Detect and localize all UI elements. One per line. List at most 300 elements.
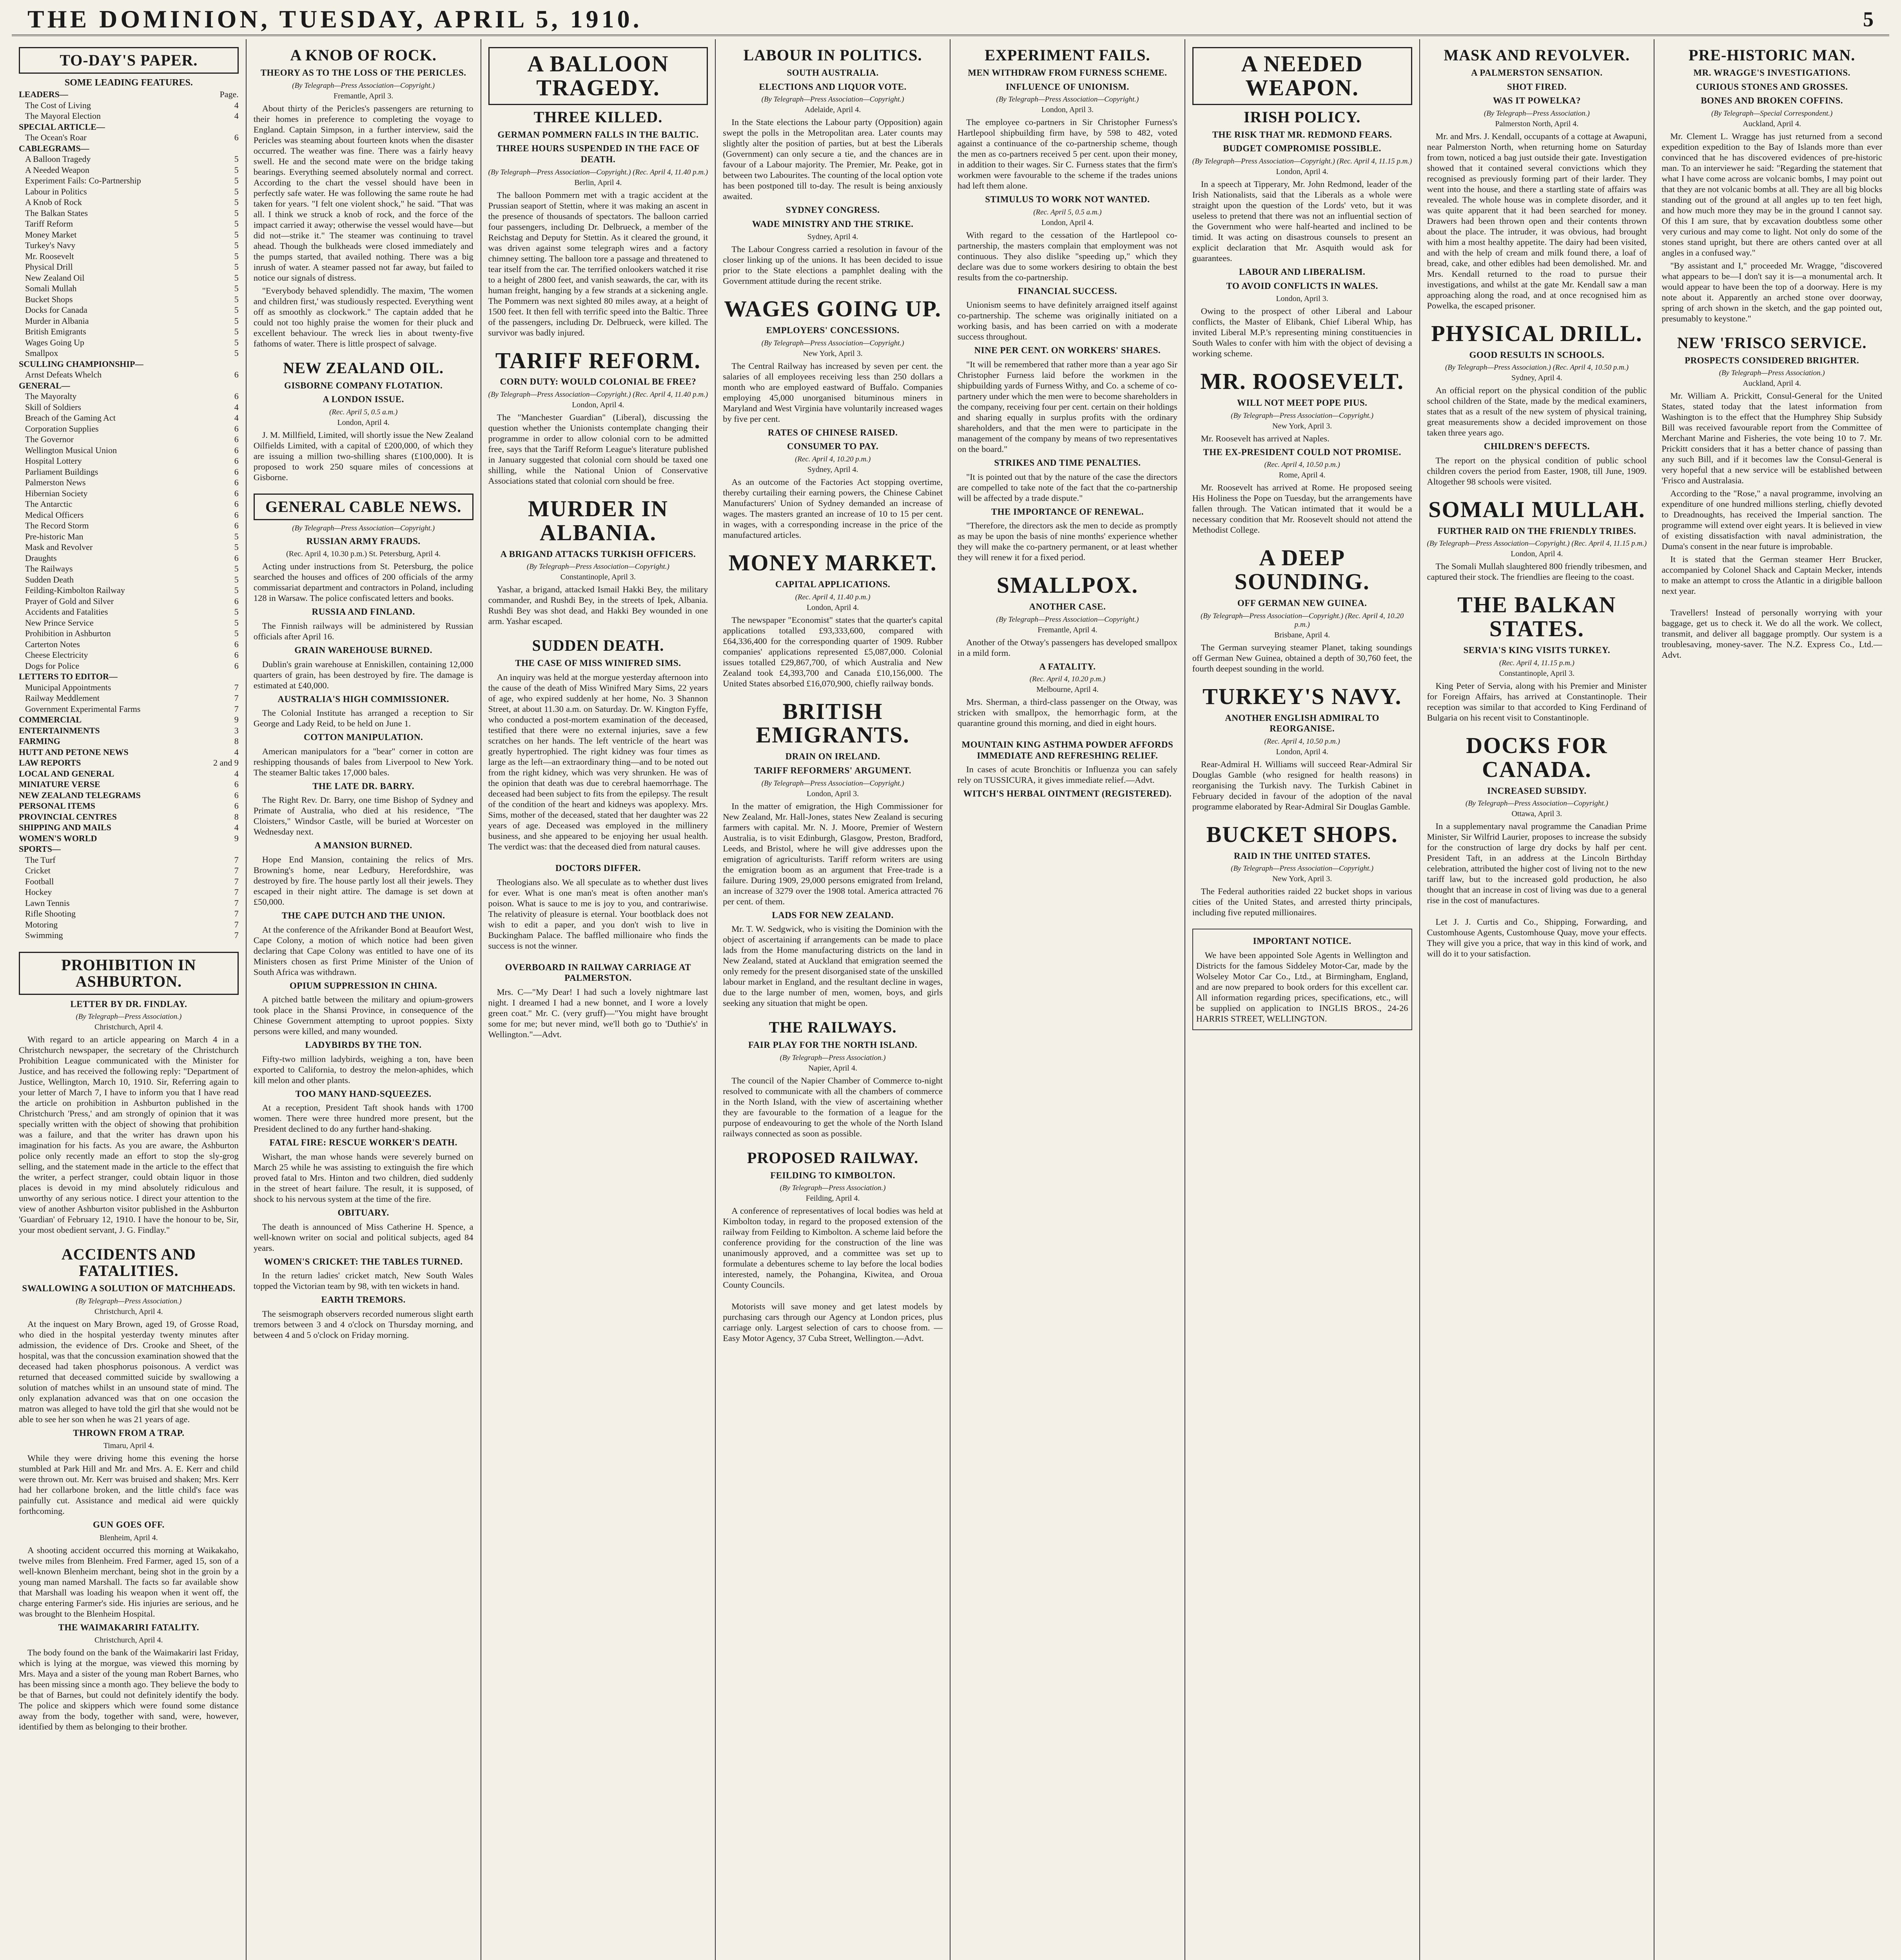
- index-row: [19, 768, 239, 779]
- index-row-page: 5: [234, 197, 239, 207]
- somali-article: [1427, 498, 1647, 582]
- index-row-label: Prayer of Gold and Silver: [25, 596, 114, 606]
- experiment-body5: "It is pointed out that by the nature of the case the directors are compelled to take note of the fact that the co-partnership will be affected by a trade dispute.": [958, 472, 1177, 503]
- index-row: [19, 520, 239, 531]
- index-row: [19, 143, 239, 154]
- somali-credit: (By Telegraph—Press Association—Copyright.) (Rec. April 4, 11.15 p.m.): [1427, 539, 1647, 548]
- index-row-page: 5: [234, 337, 239, 347]
- column-4: [716, 39, 950, 1960]
- index-row-page: 4: [234, 100, 239, 110]
- labour-sub4: WADE MINISTRY AND THE STRIKE.: [752, 219, 914, 229]
- index-row-page: 6: [234, 499, 239, 509]
- prohibition-credit: (By Telegraph—Press Association.): [76, 1013, 182, 1021]
- index-row-label: Cheese Electricity: [25, 650, 88, 660]
- mask-sub3: WAS IT POWELKA?: [1493, 96, 1581, 106]
- index-row: [19, 682, 239, 693]
- index-row-page: 7: [234, 866, 239, 875]
- accidents-article: [19, 1246, 239, 1732]
- index-row-label: Sudden Death: [25, 574, 74, 584]
- index-row-label: Corporation Supplies: [25, 423, 99, 434]
- knob-subhead: THEORY AS TO THE LOSS OF THE PERICLES.: [260, 68, 466, 78]
- emigrants-article: [723, 700, 943, 1009]
- experiment-sub2: INFLUENCE OF UNIONISM.: [1005, 82, 1129, 92]
- index-row-label: New Zealand Oil: [25, 272, 85, 283]
- sudden-article: [488, 637, 708, 852]
- balkan-body: King Peter of Servia, along with his Premier and Minister for Foreign Affairs, has arrived at Constantinople. Their reception was similar to that accorded to King Ferdinand of Bulgaria on his recent visit to Constantinople.: [1427, 681, 1647, 722]
- mask-body: Mr. and Mrs. J. Kendall, occupants of a cottage at Awapuni, near Palmerston North, when returning home on Saturday from town, noticed a bag just outside their gate. Investigation showed that it contained several convictions which they recognised as previously forming part of their larder. They went into the house, and there a startling state of affairs was revealed. The whole house was in complete disorder, and it was quite apparent that it had been searched for money. Drawers had been thrown open and their contents thrown about the place. The intruder, it was obvious, had brought with him a most healthy appetite. The dairy had been visited, and with the help of cream and milk found there, a loaf of bread, cake, and other edibles had been demolished. Mr. and Mrs. Kendall returned to the road to pursue their investigations, and whilst at the gate Mr. Kendall saw a man approaching along the road, and at once recognised him as Powelka, the escaped prisoner.: [1427, 131, 1647, 310]
- index-row: [19, 833, 239, 844]
- index-row-label: ENTERTAINMENTS: [19, 725, 100, 735]
- index-row-label: SPECIAL ARTICLE—: [19, 122, 105, 132]
- experiment-dateline: London, April 3.: [1041, 105, 1094, 114]
- column-6: [1185, 39, 1420, 1960]
- index-row-label: The Railways: [25, 564, 73, 573]
- drill-credit: (By Telegraph—Press Association.) (Rec. April 4, 10.50 p.m.): [1445, 363, 1629, 372]
- index-row-page: 5: [234, 240, 239, 250]
- index-row: [19, 671, 239, 682]
- cable-body11: At a reception, President Taft shook hands with 1700 women. There were three hundred more present, but the President declined to do any further hand-shaking.: [253, 1103, 473, 1134]
- cable-article: [254, 494, 473, 1340]
- index-row-page: 6: [234, 521, 239, 530]
- index-row-page: 7: [234, 693, 239, 703]
- mask-sub2: SHOT FIRED.: [1507, 82, 1567, 92]
- doctors-subhead: DOCTORS DIFFER.: [555, 863, 641, 873]
- index-row-label: Bucket Shops: [25, 294, 73, 304]
- wages-subhead: EMPLOYERS' CONCESSIONS.: [766, 325, 900, 336]
- overboard-body: Mrs. C—"My Dear! I had such a lovely nightmare last night. I dreamed I had a new bonnet, and I wore a lovely green coat." Mr. C. (very gruff)—"You might have brought some for me; but never mind, we'll both go to 'Duthie's' in Wellington."—Advt.: [488, 987, 708, 1039]
- roosevelt-subhead: WILL NOT MEET POPE PIUS.: [1237, 398, 1368, 408]
- index-row: [19, 542, 239, 553]
- index-row-label: British Emigrants: [25, 327, 86, 336]
- index-row-page: 5: [234, 283, 239, 293]
- mask-credit: (By Telegraph—Press Association.): [1484, 109, 1590, 118]
- balloon-subhead-a: THREE KILLED.: [533, 108, 663, 126]
- sounding-credit: (By Telegraph—Press Association—Copyright.) (Rec. April 4, 10.20 p.m.): [1200, 612, 1404, 629]
- index-row-label: Hibernian Society: [25, 488, 88, 498]
- index-row-page: 5: [234, 531, 239, 541]
- experiment-body3: Unionism seems to have definitely arraigned itself against co-partnership. The scheme was originally initiated on a working basis, and has been carried on with a moderate success throughout.: [958, 300, 1177, 342]
- frisco-body3: It is stated that the German steamer Herr Brucker, accompanied by Colonel Shack and Captain Mecker, intends to make an attempt to cross the Atlantic in a dirigible balloon next year.: [1662, 554, 1882, 596]
- prehistoric-sub2: CURIOUS STONES AND GROSSES.: [1696, 82, 1848, 92]
- bucket-body: The Federal authorities raided 22 bucket shops in various cities of the United States, and arrested thirty principals, including five reputed millionaires.: [1192, 886, 1412, 918]
- cable-sub11: TOO MANY HAND-SQUEEZES.: [295, 1089, 432, 1099]
- railways-body: The council of the Napier Chamber of Commerce to-night resolved to communicate with all the chambers of commerce in the North Island, with the view of ascertaining whether they are favourable to the formation of a league for the purpose of endeavouring to get the whole of the North Island railways connected as soon as possible.: [723, 1075, 943, 1138]
- balloon-subhead-b: GERMAN POMMERN FALLS IN THE BALTIC.: [497, 129, 699, 140]
- cable-body3: Dublin's grain warehouse at Enniskillen, containing 12,000 quarters of grain, has been destroyed by fire. The damage is estimated at £40,000.: [253, 659, 473, 690]
- roosevelt-headline: MR. ROOSEVELT.: [1200, 368, 1404, 394]
- prehistoric-subhead: MR. WRAGGE'S INVESTIGATIONS.: [1693, 68, 1850, 78]
- index-row-page: 9: [234, 833, 239, 843]
- wages-headline: WAGES GOING UP.: [724, 296, 942, 322]
- prehistoric-article: [1662, 47, 1882, 324]
- mask-dateline: Palmerston North, April 4.: [1495, 119, 1579, 128]
- tariff-subhead: CORN DUTY: WOULD COLONIAL BE FREE?: [500, 377, 697, 387]
- index-row-label: Mask and Revolver: [25, 542, 93, 552]
- experiment-headline: EXPERIMENT FAILS.: [985, 46, 1150, 64]
- balkan-credit: (Rec. April 4, 11.15 p.m.): [1499, 659, 1574, 667]
- smallpox-dateline2: Melbourne, April 4.: [1036, 685, 1099, 694]
- index-row: [19, 811, 239, 822]
- index-row-label: PROVINCIAL CENTRES: [19, 811, 117, 822]
- index-row: [19, 563, 239, 574]
- frisco-body: Mr. William A. Prickitt, Consul-General for the United States, stated today that the latest information from Washington is to the effect that the Humphrey Ship Subsidy Bill was received favourable report from the Committee of Merchant Marine and Fisheries, the vote being 10 to 7. Mr. Prickitt considers that it has a better chance of passing than any such Bill, and if it becomes law the Consul-General is very hopeful that a new service will be established between 'Frisco and Australasia.: [1662, 391, 1882, 486]
- index-row-label: Dogs for Police: [25, 661, 80, 671]
- index-row-label: Carterton Notes: [25, 639, 80, 649]
- railways-article: [723, 1019, 943, 1139]
- emigrants-subhead: DRAIN ON IRELAND.: [785, 751, 880, 762]
- mask-headline: MASK AND REVOLVER.: [1444, 46, 1630, 64]
- index-row-label: Draughts: [25, 553, 57, 563]
- bucket-headline: BUCKET SHOPS.: [1206, 821, 1398, 847]
- money-credit: (Rec. April 4, 11.40 p.m.): [795, 593, 871, 601]
- index-row: [19, 402, 239, 413]
- nzoil-credit: (Rec. April 5, 0.5 a.m.): [329, 408, 398, 416]
- index-row-label: Government Experimental Farms: [25, 704, 141, 714]
- index-row-label: New Prince Service: [25, 617, 94, 628]
- nzoil-body: J. M. Millfield, Limited, will shortly issue the New Zealand Oilfields Limited, with a capital of £200,000, of which they are issuing a million two-shilling shares (£100,000). It is proposed to work 250 square miles of concessions at Gisborne.: [253, 430, 473, 482]
- cable-sub3: GRAIN WAREHOUSE BURNED.: [294, 645, 432, 655]
- index-features-title: SOME LEADING FEATURES.: [64, 78, 193, 88]
- bucket-subhead: RAID IN THE UNITED STATES.: [1233, 851, 1371, 861]
- bucket-credit: (By Telegraph—Press Association—Copyright.): [1231, 864, 1374, 873]
- weapon-body: In a speech at Tipperary, Mr. John Redmond, leader of the Irish Nationalists, said that the Liberals as a whole were straight upon the question of the Lords' veto, but it was useless to pretend that there was not an influential section of the Government who were half-hearted and inclined to be timid. It was acting on disastrous counsels to present an explicit declaration that Mr. Asquith would ask for guarantees.: [1192, 179, 1412, 263]
- emigrants-headline: BRITISH EMIGRANTS.: [756, 698, 910, 748]
- index-row: [19, 197, 239, 208]
- index-row-label: Docks for Canada: [25, 305, 87, 315]
- experiment-body4: "It will be remembered that rather more than a year ago Sir Christopher Furness laid before the workmen in the shipbuilding yards of Furness Withy, and Co. a scheme of co-partnery under which the men were to become shareholders in the company, receiving four per cent. certain on their holdings and sharing equally in surplus profits with the ordinary shareholders, and that the men were to participate in the management of the company by means of two representatives on the board.": [958, 359, 1177, 454]
- index-row: [19, 887, 239, 898]
- index-row-label: Labour in Politics: [25, 186, 87, 196]
- index-row-page: 5: [234, 585, 239, 595]
- accidents-sub3: GUN GOES OFF.: [93, 1520, 165, 1530]
- index-row-label: PERSONAL ITEMS: [19, 801, 95, 811]
- notice-subhead: IMPORTANT NOTICE.: [1253, 936, 1351, 946]
- index-row-page: 6: [234, 466, 239, 477]
- index-row: [19, 251, 239, 262]
- index-row-label: Prohibition in Ashburton: [25, 628, 111, 638]
- index-row-page: 4: [234, 768, 239, 779]
- emigrants-dateline: London, April 3.: [806, 789, 859, 798]
- frisco-subhead: PROSPECTS CONSIDERED BRIGHTER.: [1685, 355, 1859, 365]
- tariff-headline: TARIFF REFORM.: [495, 347, 701, 373]
- cable-sub15: EARTH TREMORS.: [321, 1295, 406, 1305]
- frisco-headline: NEW 'FRISCO SERVICE.: [1677, 334, 1867, 352]
- railways-credit: (By Telegraph—Press Association.): [780, 1053, 886, 1062]
- labour-body2: The Labour Congress carried a resolution in favour of the closer linking up of the unions. It has been decided to issue prior to the State elections a pamphlet dealing with the Government attitude during the recent strike.: [723, 244, 943, 286]
- notice-body: We have been appointed Sole Agents in Wellington and Districts for the famous Siddeley Motor-Car, made by the Wolseley Motor Car Co., Ltd., at Birmingham, England, and are now prepared to book orders for this excellent car. All information regarding prices, specifications, etc., will be supplied on application to INGLIS BROS., 24-26 HARRIS STREET, WELLINGTON.: [1196, 950, 1408, 1024]
- sudden-subhead: THE CASE OF MISS WINIFRED SIMS.: [515, 658, 681, 668]
- index-row-label: The Cost of Living: [25, 100, 91, 110]
- wages-credit2: (Rec. April 4, 10.20 p.m.): [795, 455, 871, 464]
- index-row-page: 3: [234, 725, 239, 735]
- index-row-label: Wellington Musical Union: [25, 445, 117, 455]
- index-row-label: Rifle Shooting: [25, 909, 76, 918]
- wages-body2: As an outcome of the Factories Act stopping overtime, thereby curtailing their earning powers, the Chinese Cabinet Manufacturers' Union of Sydney demanded an increase of wages. The masters granted an increase of 10 to 15 per cent. in wages, with a corresponding increase in the price of the manufactured articles.: [723, 477, 943, 540]
- weapon-headline: A NEEDED WEAPON.: [1192, 47, 1412, 105]
- index-row: [19, 531, 239, 542]
- index-row-label: A Balloon Tragedy: [25, 154, 91, 164]
- index-row-page: 6: [234, 650, 239, 660]
- index-row-label: The Antarctic: [25, 499, 73, 509]
- smallpox-credit: (By Telegraph—Press Association—Copyright.): [996, 615, 1139, 624]
- balloon-dateline: Berlin, April 4.: [574, 178, 622, 187]
- index-row-page: 8: [234, 811, 239, 822]
- index-row: [19, 316, 239, 327]
- nzoil-subhead: GISBORNE COMPANY FLOTATION.: [284, 380, 443, 390]
- wages-credit: (By Telegraph—Press Association—Copyright.): [761, 339, 904, 347]
- column-2: [247, 39, 481, 1960]
- index-row-label: Turkey's Navy: [25, 240, 76, 250]
- index-row: [19, 122, 239, 132]
- index-row-page: 6: [234, 434, 239, 444]
- cable-body9: A pitched battle between the military and opium-growers took place in the Shansi Province, in consequence of the Chinese Government attempting to uproot poppies. Sixty persons were killed, and many wounded.: [253, 995, 473, 1036]
- balloon-credit: (By Telegraph—Press Association—Copyright.) (Rec. April 4, 11.40 p.m.): [488, 168, 708, 176]
- column-8: [1654, 39, 1889, 1960]
- balkan-subhead: SERVIA'S KING VISITS TURKEY.: [1463, 645, 1611, 655]
- smallpox-headline: SMALLPOX.: [996, 572, 1138, 598]
- navy-subhead: ANOTHER ENGLISH ADMIRAL TO REORGANISE.: [1225, 713, 1379, 734]
- index-row-page: 6: [234, 456, 239, 466]
- emigrants-sub2: TARIFF REFORMERS' ARGUMENT.: [754, 765, 912, 775]
- doctors-body: Theologians also. We all speculate as to whether dust lives for ever. What is one man's meat is often another man's poison. What is sauce to me is joy to you, and contrariwise. The relativity of pleasure is eternal. Your bootblack does not wish to edit a paper, and you don't wish to live in Buckingham Palace. The baffled millionaire who finds the success is not the winner.: [488, 877, 708, 951]
- docks-article: [1427, 734, 1647, 906]
- drill-sub2: CHILDREN'S DEFECTS.: [1484, 441, 1590, 452]
- index-row-label: LOCAL AND GENERAL: [19, 768, 114, 779]
- sudden-body: An inquiry was held at the morgue yesterday afternoon into the cause of the death of Miss Winifred Mary Sims, 22 years of age, who expired suddenly at her home, No. 3 Shannon Street, at about 11.30 a.m. on Saturday. Dr. W. Kington Fyffe, who conducted a post-mortem examination of the deceased, testified that there were no external injuries, save a few scratches on her hands. The left ventricle of the heart was greatly hypertrophied. The right kidney was four times as large as the left—an extraordinary thing—and to be noted out from the right kidney, which was very shrunken. He was of the opinion that death was due to cerebral haemorrhage. The deceased had been subject to fits from the epilepsy. The result of the condition of the heart and kidneys was apoplexy. Mrs. Sims, mother of the deceased, stated that her daughter was 22 years of age. Deceased was employed in the millinery business, and she appeared to be enjoying her usual health. The verdict was: that the deceased died from natural causes.: [488, 672, 708, 852]
- index-row-label: Hockey: [25, 887, 52, 897]
- column-7: [1420, 39, 1655, 1960]
- index-row-page: 5: [234, 165, 239, 175]
- experiment-sub4: FINANCIAL SUCCESS.: [1018, 286, 1117, 296]
- labour-body: In the State elections the Labour party (Opposition) again swept the polls in the Metropolitan area. Later counts may slightly alter the position of parties, but at best the Liberals (Government) can only secure a tie, and the chances are in favour of a Labour majority. The Premier, Mr. Peake, got in between two Labourites. The counting of the local option vote has been postponed till to-day. The result is being anxiously awaited.: [723, 117, 943, 201]
- mask-article: [1427, 47, 1647, 311]
- frisco-credit: (By Telegraph—Press Association.): [1719, 369, 1825, 377]
- sounding-subhead: OFF GERMAN NEW GUINEA.: [1237, 598, 1367, 608]
- labour-sub2: ELECTIONS AND LIQUOR VOTE.: [759, 82, 907, 92]
- index-row: [19, 305, 239, 316]
- index-row-page: 5: [234, 219, 239, 229]
- weapon-credit: (By Telegraph—Press Association—Copyright.) (Rec. April 4, 11.15 p.m.): [1192, 157, 1412, 165]
- index-row: [19, 456, 239, 466]
- index-row-label: Hospital Lottery: [25, 456, 82, 466]
- sounding-dateline: Brisbane, April 4.: [1274, 630, 1330, 639]
- important-notice-ad: [1192, 929, 1412, 1030]
- index-row-page: 5: [234, 229, 239, 240]
- index-row-page: 5: [234, 208, 239, 218]
- prohibition-subhead: LETTER BY DR. FINDLAY.: [70, 999, 187, 1009]
- index-row-label: SPORTS—: [19, 844, 61, 854]
- index-row-label: Arnst Defeats Whelch: [25, 370, 102, 379]
- frisco-body2: According to the "Rose," a naval programme, involving an expenditure of one hundred millions sterling, chiefly devoted to Dreadnoughts, has received the Imperial sanction. The programme will extend over eight years. It is believed in view of existing dissatisfaction with naval administration, the Duma's consent in the near future is improbable.: [1662, 488, 1882, 552]
- docks-credit: (By Telegraph—Press Association—Copyright.): [1465, 799, 1608, 808]
- navy-credit: (Rec. April 4, 10.50 p.m.): [1264, 737, 1340, 746]
- column-3: [481, 39, 716, 1960]
- experiment-credit2: (Rec. April 5, 0.5 a.m.): [1033, 208, 1102, 216]
- emigrants-body: In the matter of emigration, the High Commissioner for New Zealand, Mr. Hall-Jones, states New Zealand is securing farmers with capital. Mr. N. J. Moore, Premier of Western Australia, is to visit Edinburgh, Glasgow, Preston, Bradford, Leeds, and Bristol, where he will give addresses upon the emigration of agriculturists. Tariff reform writers are using the emigration boom as an argument that Free-trade is a failure. During 1909, 29,000 persons emigrated from Ireland, an increase of 3279 over the 1908 total. America attracted 76 per cent. of them.: [723, 801, 943, 906]
- column-5: [950, 39, 1185, 1960]
- accidents-headline: ACCIDENTS AND FATALITIES.: [61, 1245, 196, 1280]
- index-row-label: Accidents and Fatalities: [25, 607, 108, 617]
- proposed-article: [723, 1150, 943, 1290]
- labour-article: [723, 47, 943, 286]
- experiment-body2: With regard to the cessation of the Hartlepool co-partnership, the masters complain that employment was not continuous. They also dislike "speeding up," which they declare was due to some workers desiring to obtain the best results from the co-partnership.: [958, 230, 1177, 282]
- railways-subhead: FAIR PLAY FOR THE NORTH ISLAND.: [748, 1040, 918, 1050]
- index-row-label: Wages Going Up: [25, 337, 84, 347]
- index-row-page: 6: [234, 639, 239, 649]
- index-row: [19, 283, 239, 294]
- somali-dateline: London, April 4.: [1511, 550, 1563, 559]
- index-row: [19, 747, 239, 758]
- prehistoric-dateline: Auckland, April 4.: [1743, 119, 1801, 128]
- index-row-label: The Mayoral Election: [25, 111, 101, 121]
- frisco-article: [1662, 335, 1882, 597]
- index-row-label: LAW REPORTS: [19, 758, 81, 768]
- weapon-sub4: LABOUR AND LIBERALISM.: [1239, 267, 1366, 277]
- index-row-page: 6: [234, 370, 239, 379]
- index-row: [19, 218, 239, 229]
- cable-body12: Wishart, the man whose hands were severely burned on March 25 while he was assisting to extinguish the fire which proved fatal to Mrs. Hinton and two children, died suddenly in the street of heart failure. The result, it is supposed, of shock to his nervous system at the time of the fire.: [253, 1151, 473, 1204]
- index-row: [19, 704, 239, 715]
- index-row-page: 5: [234, 176, 239, 185]
- money-article: [723, 551, 943, 688]
- money-body: The newspaper "Economist" states that the quarter's capital applications totalled £93,333,600, compared with £64,336,400 for the corresponding quarter of 1909. Rubber companies' applications represented £5,087,000. Colonial issues totalled £29,867,700, of which Australia and New Zealand took £4,393,700 and Canada £10,156,000. The United States absorbed £16,070,900, chiefly railway bonds.: [723, 615, 943, 688]
- index-row-page: [236, 380, 239, 391]
- cable-body14: In the return ladies' cricket match, New South Wales topped the Victorian team by 98, with ten wickets in hand.: [253, 1270, 473, 1291]
- drill-headline: PHYSICAL DRILL.: [1431, 320, 1643, 346]
- accidents-body: At the inquest on Mary Brown, aged 19, of Grosse Road, who died in the hospital yesterday twenty minutes after admission, the evidence of Drs. Crooke and Sheet, of the hospital, was that the concussion examination showed that the deceased had taken phosphorus poisonous. A verdict was returned that deceased committed suicide by swallowing a solution of matches whilst in an unsound state of mind. The only explanation advanced was that on one occasion the matron was alleged to have told the girl that she would not be able to see her son when he was 21 years of age.: [19, 1319, 239, 1424]
- overboard-article: [488, 962, 708, 1040]
- cable-body2: The Finnish railways will be administered by Russian officials after April 16.: [253, 621, 473, 641]
- roosevelt-credit2: (Rec. April 4, 10.50 p.m.): [1264, 461, 1340, 469]
- index-row-page: 6: [234, 596, 239, 606]
- index-row-page: [236, 122, 239, 132]
- cable-body1: Acting under instructions from St. Petersburg, the police searched the houses and offices of 200 officials of the army commissariat department and contractors in Poland, including 128 in Warsaw. The police confiscated letters and books.: [253, 561, 473, 603]
- accidents-credit: (By Telegraph—Press Association.): [76, 1297, 182, 1305]
- roosevelt-credit: (By Telegraph—Press Association—Copyright.): [1231, 411, 1374, 420]
- sudden-headline: SUDDEN DEATH.: [532, 637, 664, 655]
- cable-sub8: THE CAPE DUTCH AND THE UNION.: [281, 910, 445, 920]
- index-row: [19, 628, 239, 639]
- index-row-label: Mr. Roosevelt: [25, 251, 74, 261]
- docks-body: In a supplementary naval programme the Canadian Prime Minister, Sir Wilfrid Laurier, proposes to increase the subsidy for the construction of large dry docks by half per cent. President Taft, in an address at the Lincoln Birthday celebration, attributed the higher cost of living not to the new tariff law, but to the increased gold production, he also thought that an increase in cost of living was due to a general rise in the cost of manufactures.: [1427, 821, 1647, 906]
- roosevelt-dateline2: Rome, April 4.: [1279, 471, 1326, 480]
- index-row-label: Money Market: [25, 229, 77, 240]
- bucket-dateline: New York, April 3.: [1272, 875, 1332, 884]
- index-row-page: [236, 143, 239, 154]
- cable-sub9: OPIUM SUPPRESSION IN CHINA.: [289, 980, 437, 991]
- index-row-label: A Knob of Rock: [25, 197, 82, 207]
- labour-sub3: SYDNEY CONGRESS.: [785, 205, 880, 215]
- index-row-label: Tariff Reform: [25, 219, 73, 229]
- index-row: [19, 111, 239, 122]
- roosevelt-dateline: New York, April 3.: [1272, 421, 1332, 430]
- column-1: [12, 39, 247, 1960]
- cable-sub10: LADYBIRDS BY THE TON.: [305, 1040, 422, 1050]
- albania-credit: (By Telegraph—Press Association—Copyright.): [526, 563, 669, 571]
- tariff-article: [488, 349, 708, 486]
- cable-credit: (By Telegraph—Press Association—Copyright.): [292, 524, 435, 532]
- balloon-article: [488, 47, 708, 338]
- albania-subhead: A BRIGAND ATTACKS TURKISH OFFICERS.: [500, 549, 696, 559]
- experiment-sub6: STRIKES AND TIME PENALTIES.: [994, 457, 1141, 468]
- wages-dateline: New York, April 3.: [803, 349, 863, 358]
- emigrants-sub3: LADS FOR NEW ZEALAND.: [772, 910, 894, 920]
- money-dateline: London, April 4.: [806, 603, 859, 612]
- somali-body: The Somali Mullah slaughtered 800 friendly tribesmen, and captured their stock. The friendlies are fleeing to the coast.: [1427, 561, 1647, 582]
- weapon-sub2: THE RISK THAT MR. REDMOND FEARS.: [1212, 129, 1392, 140]
- index-row: [19, 725, 239, 736]
- doctors-article: [488, 863, 708, 951]
- index-row-label: HUTT AND PETONE NEWS: [19, 747, 129, 757]
- sounding-headline: A DEEP SOUNDING.: [1234, 545, 1370, 595]
- index-row-page: 6: [234, 801, 239, 811]
- proposed-body: A conference of representatives of local bodies was held at Kimbolton today, in regard to the proposed extension of the railway from Feilding to Kimbolton. A scheme laid before the conference providing for the construction of the line was unanimously approved, and a committee was set up to formulate a debentures scheme to lay before the local bodies interested, namely, the Pohangina, Kiwitea, and Oroua County Councils.: [723, 1206, 943, 1290]
- index-row-label: Football: [25, 876, 54, 886]
- nzoil-article: [254, 360, 473, 483]
- index-row-label: The Mayoralty: [25, 391, 77, 401]
- somali-subhead: FURTHER RAID ON THE FRIENDLY TRIBES.: [1437, 526, 1636, 536]
- balkan-dateline: Constantinople, April 3.: [1499, 669, 1574, 678]
- index-row-label: FARMING: [19, 736, 60, 746]
- balloon-body: The balloon Pommern met with a tragic accident at the Prussian seaport of Stettin, where it was making an ascent in the presence of thousands of spectators. The balloon carried four passengers, including Dr. Delbrueck, a member of the Reichstag and Deputy for Stettin. As it cleared the ground, it was driven against some telegraph wires and a factory chimney setting. The balloon tore a passage and threatened to tear itself from the car. The terrified onlookers watched it rise to a height of 2800 feet, and vanish seawards, the car, with its human freight, hanging by a few strands at a sickening angle. The Pommern was next sighted 80 miles away, at a height of 1500 feet. It then fell with terrific speed into the Baltic. Three of the passengers, including Dr. Delbrueck, were killed. The survivor was badly injured.: [488, 190, 708, 338]
- drill-body: An official report on the physical condition of the public school children of the State, made by the medical examiners, states that as a result of the new system of physical training, great measurements show a decided improvement on those taken three years ago.: [1427, 385, 1647, 438]
- experiment-sub3: STIMULUS TO WORK NOT WANTED.: [985, 194, 1150, 205]
- knob-headline: A KNOB OF ROCK.: [290, 46, 437, 64]
- index-row-page: 5: [234, 617, 239, 628]
- index-row-page: 6: [234, 391, 239, 401]
- index-row: [19, 240, 239, 251]
- roosevelt-article: [1192, 370, 1412, 535]
- index-row-label: Railway Meddlement: [25, 693, 100, 703]
- prehistoric-body2: "By assistant and I," proceeded Mr. Wragge, "discovered what appears to be—I don't say it is—a monumental arch. It would appear to have been the top of a doorway. Here is my note about it. Apparently an arched stone over doorway, spring of arch shown in the sketch, and the gap pointed out, presumably to keystone.": [1662, 260, 1882, 323]
- cable-sub2: RUSSIA AND FINLAND.: [312, 607, 415, 617]
- index-row: [19, 348, 239, 359]
- labour-dateline: Adelaide, April 4.: [804, 105, 861, 114]
- index-row: [19, 650, 239, 661]
- index-row-page: 6: [234, 445, 239, 455]
- tariff-dateline: London, April 4.: [572, 401, 624, 410]
- index-row-label: Pre-historic Man: [25, 531, 83, 541]
- index-row-page: 5: [234, 262, 239, 272]
- roosevelt-body: Mr. Roosevelt has arrived at Naples.: [1201, 433, 1330, 443]
- accidents-sub2: THROWN FROM A TRAP.: [73, 1428, 185, 1438]
- labour-subhead: SOUTH AUSTRALIA.: [787, 68, 879, 78]
- cable-sub4: AUSTRALIA'S HIGH COMMISSIONER.: [278, 694, 449, 704]
- nzoil-sub2: A LONDON ISSUE.: [323, 394, 404, 405]
- albania-article: [488, 497, 708, 626]
- index-row-page: 5: [234, 251, 239, 261]
- index-row-page: 7: [234, 919, 239, 929]
- index-row-page: 7: [234, 682, 239, 692]
- index-row: [19, 822, 239, 833]
- index-row-page: 6: [234, 488, 239, 498]
- index-row-label: Feilding-Kimbolton Railway: [25, 585, 125, 595]
- knob-article: [254, 47, 473, 349]
- index-row-label: A Needed Weapon: [25, 165, 89, 175]
- index-row-label: Murder in Albania: [25, 316, 89, 326]
- index-row: [19, 229, 239, 240]
- wages-sub3: CONSUMER TO PAY.: [787, 441, 879, 452]
- tussicura-ad: In cases of acute Bronchitis or Influenza you can safely rely on TUSSICURA, it gives immediate relief.—Advt.: [958, 764, 1177, 785]
- experiment-dateline2: London, April 4.: [1041, 218, 1094, 227]
- docks-dateline: Ottawa, April 3.: [1511, 809, 1562, 818]
- index-row-label: Skill of Soldiers: [25, 402, 82, 412]
- index-row: [19, 898, 239, 909]
- index-row: [19, 865, 239, 876]
- tariff-credit: (By Telegraph—Press Association—Copyright.) (Rec. April 4, 11.40 p.m.): [488, 390, 708, 399]
- index-row: [19, 132, 239, 143]
- index-row: [19, 445, 239, 456]
